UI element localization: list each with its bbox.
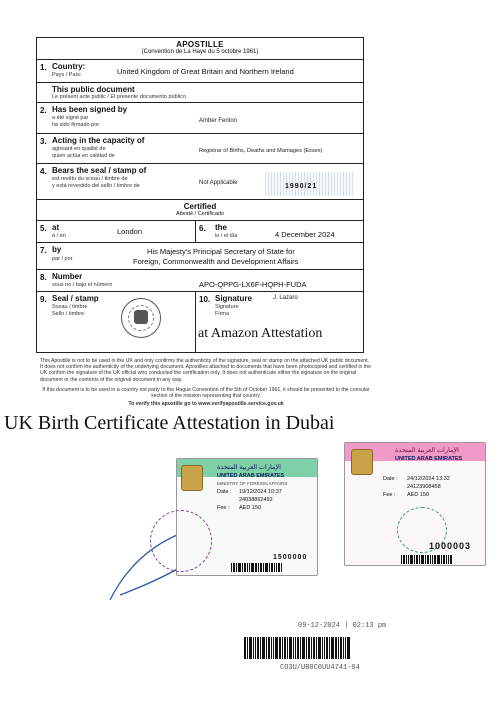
stamp-barcode-number: 1500000 [273, 554, 308, 561]
date-label: Date : [383, 476, 398, 482]
row-bears-seal [37, 164, 363, 200]
stamp-date: 24/12/2024 13:32 [407, 476, 450, 482]
apostille-title: APOSTILLE [176, 40, 224, 49]
row-number: 3. [40, 137, 47, 146]
row-signed-by [37, 103, 363, 134]
verify-link-text: To verify this apostille go to www.verifyapostille.service.gov.uk [128, 401, 284, 407]
amazon-attestation-overlay: at Amazon Attestation [198, 326, 323, 341]
row-number: 6. [199, 224, 206, 233]
row-number: 8. [40, 273, 47, 282]
by-value-line2: Foreign, Commonwealth and Development Affairs [133, 257, 299, 266]
row-certified [37, 200, 363, 221]
certified-label-fr: Attesté / Certificado [176, 211, 224, 217]
row-by [37, 243, 363, 270]
by-label-fr: par / por [52, 256, 73, 262]
page-headline: UK Birth Certificate Attestation in Dubai [4, 412, 335, 434]
apostille-disclaimer: This Apostille is not to be used in the UK and only confirms the authenticity of the signature, seal or stamp on the attached UK public document. It does not confirm the authenticity of the underlying document. Apostilles attached to documents that have been photocopied and certified in the UK confirm the signature of the UK official who conducted the certification only. It does not authenticate either the signature on the original document or the contents of the original document in any way. [40, 358, 372, 383]
by-label: by [52, 245, 62, 254]
stamp-barcode [401, 555, 483, 564]
stamp-name-arabic: الإمارات العربية المتحدة [217, 464, 281, 471]
stamp-number: 24123908458 [407, 484, 441, 490]
royal-crest-icon [134, 310, 148, 324]
stamp-name-english: UNITED ARAB EMIRATES [217, 473, 285, 479]
signed-by-label: Has been signed by [52, 105, 128, 114]
apostille-header [37, 38, 363, 60]
certified-label: Certified [183, 202, 217, 211]
signed-by-fr: a été signé par [52, 115, 89, 121]
country-value: United Kingdom of Great Britain and Northern Ireland [117, 67, 294, 76]
stamp-barcode-number: 1000003 [429, 541, 472, 551]
row-number: 2. [40, 106, 47, 115]
apostille-convention: (Convention de La Haye du 5 octobre 1961) [141, 49, 259, 55]
at-label: at [52, 223, 60, 232]
divider [195, 221, 196, 242]
stamp-name-arabic: الإمارات العربية المتحدة [395, 447, 459, 454]
stamp-name-english: UNITED ARAB EMIRATES [395, 456, 463, 462]
purple-round-stamp-icon [150, 510, 212, 572]
row-number: 4. [40, 167, 47, 176]
bears-seal-label: Bears the seal / stamp of [52, 166, 147, 175]
signature-es: Firma [215, 311, 230, 317]
date-label: Date : [217, 489, 232, 495]
signed-by-value: Amber Fenton [199, 118, 238, 124]
seal-stamp-fr: Sceau / timbre [52, 304, 88, 310]
bottom-barcode [244, 637, 414, 659]
row-number: 7. [40, 246, 47, 255]
row-number: 10. [199, 295, 211, 304]
uae-mofa-stamp-right [344, 442, 486, 566]
uae-emblem-icon [181, 465, 203, 491]
number-label-fr: sous no / bajo el número [52, 282, 113, 288]
uae-emblem-icon [351, 449, 373, 475]
row-at-date [37, 221, 363, 243]
row-number: 5. [40, 224, 47, 233]
seal-stamp-label: Seal / stamp [52, 294, 99, 303]
bottom-barcode-code: CO3U/UB0C0UU4741-04 [280, 664, 360, 672]
bears-seal-fr: est revêtu du sceau / timbre de [52, 176, 128, 182]
country-label: Country: [52, 62, 86, 71]
stamp-date: 19/12/2024 10:37 [239, 489, 282, 495]
apostille-certificate [36, 37, 364, 353]
capacity-es: quien actúa en calidad de [52, 153, 115, 159]
at-value: London [117, 227, 143, 236]
stamp-code: 1990/21 [285, 183, 318, 190]
bears-seal-es: y está revestido del sello / timbre de [52, 183, 140, 189]
row-public-document [37, 83, 363, 103]
by-value-line1: His Majesty's Principal Secretary of State for [147, 247, 295, 256]
public-document-label-fr: Le présent acte public / El presente documento público [52, 94, 186, 100]
fee-label: Fee : [217, 505, 230, 511]
row-seal-signature [37, 292, 363, 353]
date-value: 4 December 2024 [275, 230, 335, 239]
stamp-fee: AED 150 [239, 505, 262, 511]
signed-by-es: ha sido firmado por [52, 122, 100, 128]
row-number: 9. [40, 295, 47, 304]
capacity-value: Registrar of Births, Deaths and Marriages (Essex) [199, 148, 323, 154]
stamp-number: 24038862492 [239, 497, 273, 503]
fcdo-seal-icon [121, 298, 161, 338]
seal-stamp-es: Sello / timbre [52, 311, 85, 317]
row-country [37, 60, 363, 83]
row-number: 1. [40, 63, 47, 72]
fee-label: Fee : [383, 492, 396, 498]
at-label-fr: à / en [52, 233, 66, 239]
date-label: the [215, 223, 227, 232]
public-document-label: This public document [52, 85, 135, 94]
country-label-fr: Pays / País: [52, 72, 82, 78]
divider [195, 292, 196, 353]
capacity-label: Acting in the capacity of [52, 136, 145, 145]
signature-fr: Signature [215, 304, 239, 310]
date-label-fr: le / el día [215, 233, 238, 239]
row-number-field [37, 270, 363, 292]
stamp-fee: AED 150 [407, 492, 430, 498]
stamp-ministry: MINISTRY OF FOREIGN AFFAIRS [217, 481, 288, 486]
signature-value: J. Lazaro [273, 295, 298, 301]
hague-note: If this document is to be used in a country not party to the Hague Convention of the 5th of October 1961, it should be presented to the consular section of the mission representing that country. [42, 387, 370, 400]
row-capacity [37, 134, 363, 164]
signature-label: Signature [215, 294, 252, 303]
number-label: Number [52, 272, 83, 281]
stamp-barcode [231, 563, 311, 572]
bottom-stamp-datetime: 09-12-2024 | 02:13 pm [298, 622, 387, 630]
apostille-number-value: APO-QPPG-LX6F-HQPH-FUDA [199, 280, 307, 289]
bears-seal-value: Not Applicable [199, 180, 238, 186]
capacity-fr: agissant en qualité de [52, 146, 106, 152]
